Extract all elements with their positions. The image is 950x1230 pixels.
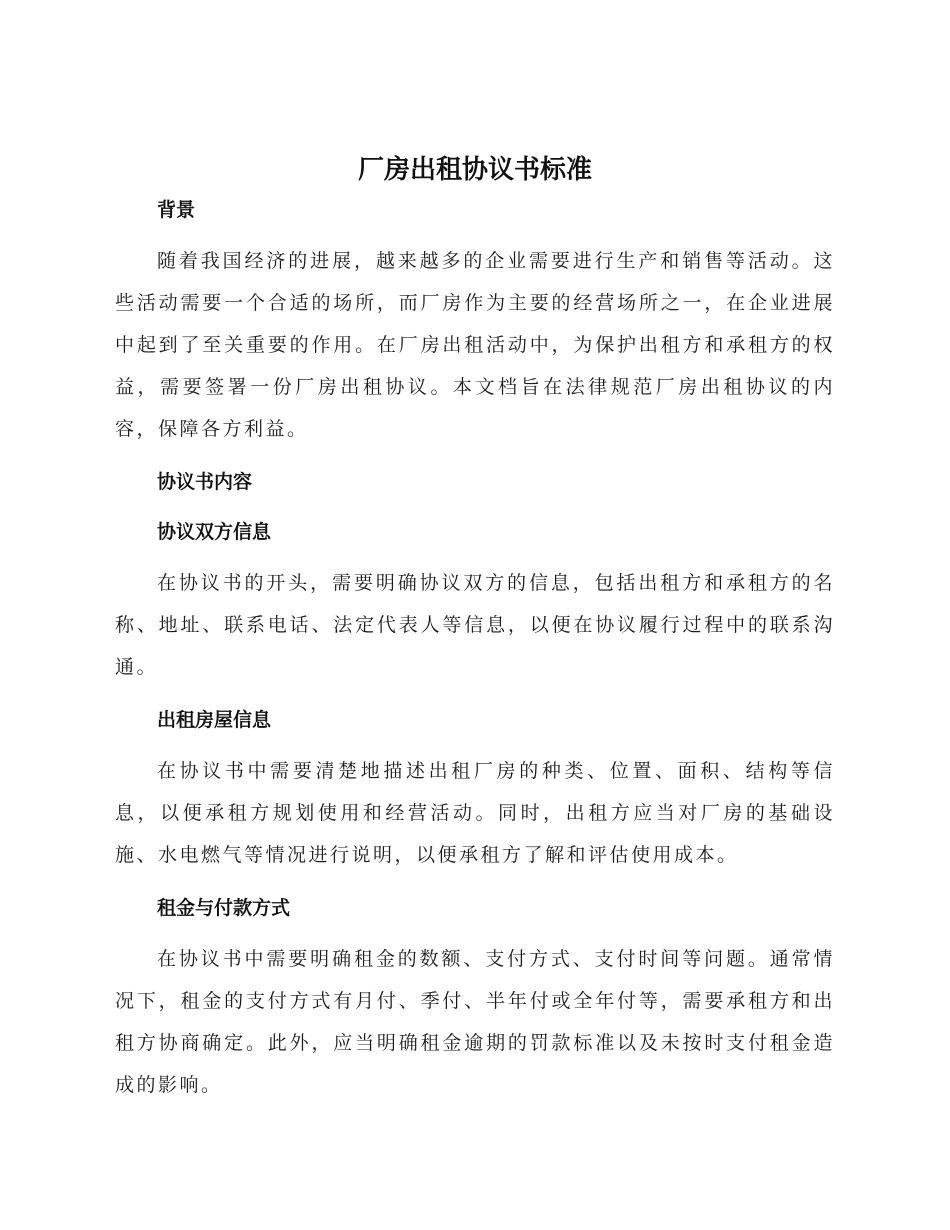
document-title: 厂房出租协议书标准 <box>357 155 592 185</box>
section-heading-rent-payment: 租金与付款方式 <box>157 897 291 919</box>
section-paragraph-party-info: 在协议书的开头，需要明确协议双方的信息，包括出租方和承租方的名称、地址、联系电话、法定代表人等信息，以便在协议履行过程中的联系沟通。 <box>115 572 835 678</box>
document-body <box>115 190 835 1106</box>
section-paragraph-property-info: 在协议书中需要清楚地描述出租厂房的种类、位置、面积、结构等信息，以便承租方规划使用和经营活动。同时，出租方应当对厂房的基础设施、水电燃气等情况进行说明，以便承租方了解和评估使用成本。 <box>115 760 835 866</box>
section-heading-agreement-content: 协议书内容 <box>157 471 253 493</box>
section-heading-party-info: 协议双方信息 <box>157 521 272 543</box>
section-heading-property-info: 出租房屋信息 <box>157 709 272 731</box>
section-heading-background: 背景 <box>157 199 196 221</box>
section-paragraph-background: 随着我国经济的进展，越来越多的企业需要进行生产和销售等活动。这些活动需要一个合适的场所，而厂房作为主要的经营场所之一，在企业进展中起到了至关重要的作用。在厂房出租活动中，为保护出租方和承租方的权益，需要签署一份厂房出租协议。本文档旨在法律规范厂房出租协议的内容，保障各方利益。 <box>115 250 835 440</box>
section-paragraph-rent-payment: 在协议书中需要明确租金的数额、支付方式、支付时间等问题。通常情况下，租金的支付方式有月付、季付、半年付或全年付等，需要承租方和出租方协商确定。此外，应当明确租金逾期的罚款标准以及未按时支付租金造成的影响。 <box>115 948 835 1096</box>
